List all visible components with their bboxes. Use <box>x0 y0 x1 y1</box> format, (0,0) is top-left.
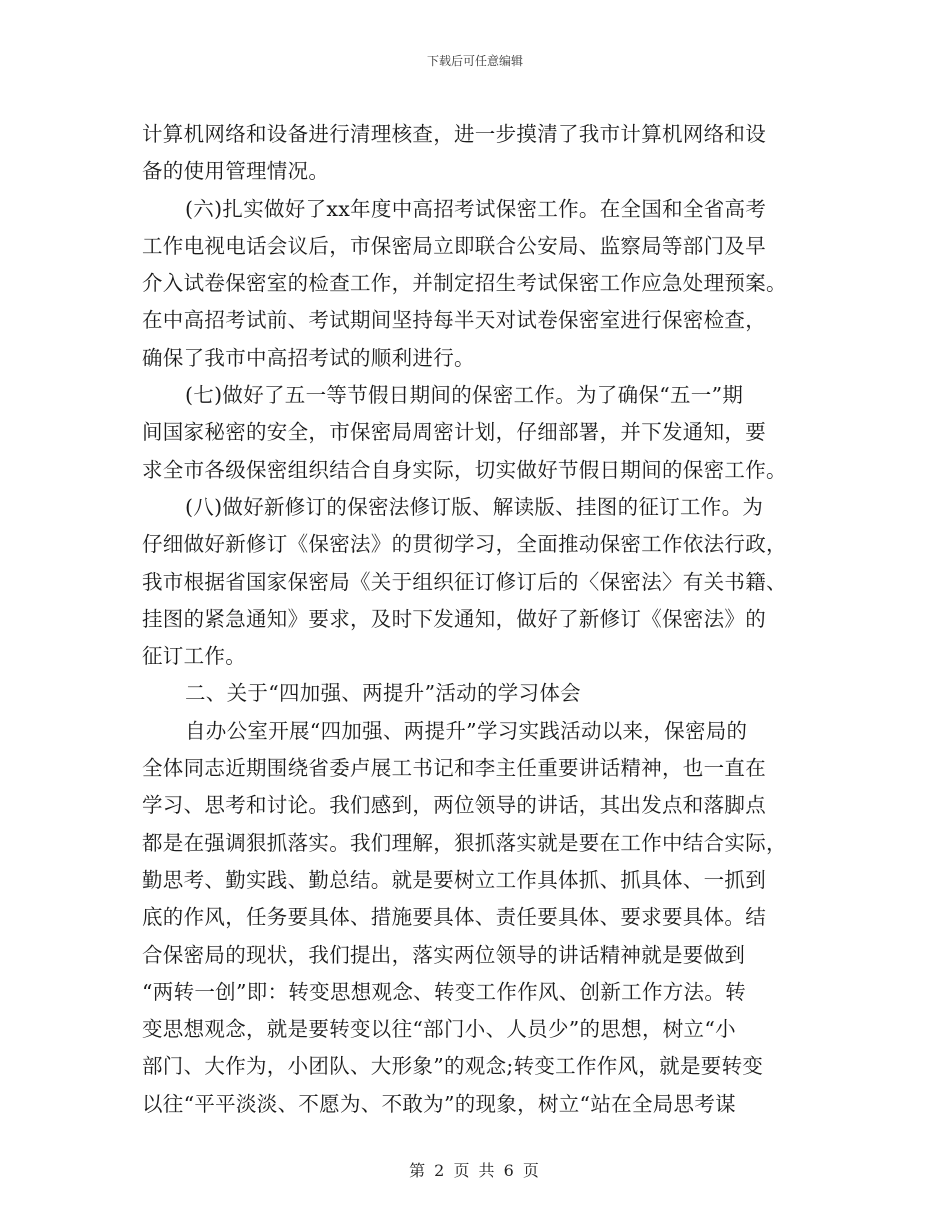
text-line: 以往“平平淡淡、不愿为、不敢为”的现象，树立“站在全局思考谋 <box>142 1091 736 1116</box>
text-line: (八)做好新修订的保密法修订版、解读版、挂图的征订工作。为 <box>185 494 764 519</box>
text-line: 备的使用管理情况。 <box>142 159 330 184</box>
text-line: 征订工作。 <box>142 644 246 669</box>
text-line: 在中高招考试前、考试期间坚持每半天对试卷保密室进行保密检查， <box>142 308 766 333</box>
text-line: 介入试卷保密室的检查工作，并制定招生考试保密工作应急处理预案。 <box>142 271 787 296</box>
text-line: 求全市各级保密组织结合自身实际，切实做好节假日期间的保密工作。 <box>142 457 787 482</box>
text-line: 自办公室开展“四加强、两提升”学习实践活动以来，保密局的 <box>185 718 748 743</box>
text-line: 确保了我市中高招考试的顺利进行。 <box>142 345 475 370</box>
text-line: (六)扎实做好了xx年度中高招考试保密工作。在全国和全省高考 <box>185 196 767 221</box>
text-line: 都是在强调狠抓落实。我们理解，狠抓落实就是要在工作中结合实际， <box>142 830 787 855</box>
text-line: (七)做好了五一等节假日期间的保密工作。为了确保“五一”期 <box>185 383 744 408</box>
text-line: 间国家秘密的安全，市保密局周密计划，仔细部署，并下发通知，要 <box>142 420 766 445</box>
text-line: 仔细做好新修订《保密法》的贯彻学习，全面推动保密工作依法行政， <box>142 532 787 557</box>
document-body <box>142 116 810 1123</box>
text-line: 工作电视电话会议后，市保密局立即联合公安局、监察局等部门及早 <box>142 233 766 258</box>
text-line: 部门、大作为，小团队、大形象”的观念;转变工作作风，就是要转变 <box>142 1054 764 1079</box>
page-header: 下载后可任意编辑 <box>426 54 523 68</box>
text-line: 学习、思考和讨论。我们感到，两位领导的讲话，其出发点和落脚点 <box>142 793 766 818</box>
text-line: 勤思考、勤实践、勤总结。就是要树立工作具体抓、抓具体、一抓到 <box>142 867 766 892</box>
text-line: 计算机网络和设备进行清理核查，进一步摸清了我市计算机网络和设 <box>142 122 766 146</box>
text-line: 我市根据省国家保密局《关于组织征订修订后的〈保密法〉有关书籍、 <box>142 569 787 594</box>
text-line: 全体同志近期围绕省委卢展工书记和李主任重要讲话精神，也一直在 <box>142 756 766 781</box>
text-line: 挂图的紧急通知》要求，及时下发通知，做好了新修订《保密法》的 <box>142 606 766 631</box>
text-line: 二、关于“四加强、两提升”活动的学习体会 <box>185 681 581 706</box>
text-line: 变思想观念，就是要转变以往“部门小、人员少”的思想，树立“小 <box>142 1017 736 1042</box>
page-number: 第 2 页 共 6 页 <box>409 1161 541 1180</box>
text-line: “两转一创”即：转变思想观念、转变工作作风、创新工作方法。转 <box>142 979 746 1004</box>
text-line: 底的作风，任务要具体、措施要具体、责任要具体、要求要具体。结 <box>142 905 766 930</box>
text-line: 合保密局的现状，我们提出，落实两位领导的讲话精神就是要做到 <box>142 942 746 967</box>
